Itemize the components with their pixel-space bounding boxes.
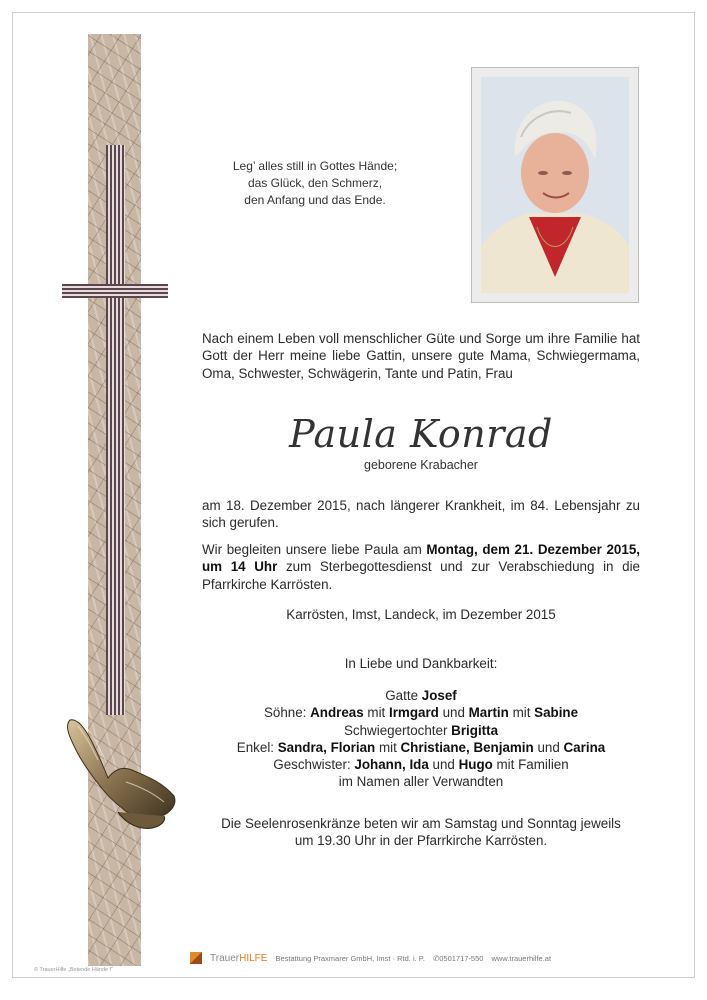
- family-line-spouse: [202, 687, 640, 704]
- portrait-illustration: [481, 77, 629, 293]
- footer-phone: ✆0501717-550: [432, 953, 484, 963]
- relation-label: Gatte: [385, 688, 422, 703]
- deceased-name: Paula Konrad: [289, 412, 553, 456]
- family-member: Hugo: [458, 757, 493, 773]
- family-member: Johann, Ida: [354, 757, 429, 773]
- family-member: Brigitta: [451, 722, 499, 738]
- family-member: Sandra, Florian: [277, 739, 376, 755]
- portrait-frame: [471, 67, 639, 303]
- connector: mit: [508, 705, 535, 721]
- relation-label: Söhne:: [263, 705, 311, 721]
- connector: und: [533, 739, 564, 755]
- family-member: Josef: [421, 688, 457, 703]
- service-paragraph: [202, 541, 640, 593]
- rosary-notice: [202, 815, 640, 850]
- copyright-note: © TrauerHilfe „Betende Hände I“: [34, 967, 113, 973]
- family-line-relatives: im Namen aller Verwandten: [338, 774, 504, 790]
- cross-vertical-stripes: [106, 145, 125, 715]
- death-paragraph: am 18. Dezember 2015, nach längerer Krankheit, im 84. Lebensjahr zu sich gerufen.: [202, 498, 640, 531]
- connector: mit: [363, 705, 389, 721]
- footer-web: www.trauerhilfe.at: [491, 953, 552, 963]
- intro-paragraph: Nach einem Leben voll menschlicher Güte und Sorge um ihre Familie hat Gott der Herr meine liebe Gattin, unsere gute Mama, Schwiegermama, Oma, Schwester, Schwägerin, Tante und Patin, Frau: [202, 331, 640, 381]
- family-member: Christiane, Benjamin: [400, 739, 534, 755]
- place-date: Karrösten, Imst, Landeck, im Dezember 2015: [286, 607, 556, 622]
- memorial-quote: [200, 158, 430, 209]
- family-member: Andreas: [310, 705, 364, 721]
- service-date: Montag, dem 21. Dezember 2015, um 14 Uhr: [202, 542, 640, 575]
- footer: [190, 951, 551, 965]
- connector: und: [428, 757, 459, 773]
- family-line-daughter-in-law: [202, 722, 640, 739]
- family-member: Martin: [468, 705, 509, 721]
- service-text: Wir begleiten unsere liebe Paula am: [202, 542, 427, 557]
- rosary-line: um 19.30 Uhr in der Pfarrkirche Karrösten.: [294, 833, 548, 849]
- family-line-siblings: [202, 756, 640, 773]
- footer-logo: [210, 953, 267, 964]
- gratitude-line: In Liebe und Dankbarkeit:: [344, 656, 498, 671]
- family-list: [202, 687, 640, 791]
- quote-line: Leg’ alles still in Gottes Hände;: [232, 159, 398, 173]
- family-member: Carina: [563, 739, 606, 755]
- trauerhilfe-logo-icon: [190, 952, 202, 964]
- portrait-photo: [481, 77, 629, 293]
- family-line-sons: [202, 704, 640, 721]
- relation-label: Geschwister:: [273, 757, 355, 773]
- connector: mit: [375, 739, 401, 755]
- quote-line: den Anfang und das Ende.: [244, 193, 386, 207]
- maiden-name: geborene Krabacher: [364, 458, 478, 472]
- cross-horizontal-bar: [62, 284, 168, 298]
- family-line-grandchildren: [202, 739, 640, 756]
- rosary-line: Die Seelenrosenkränze beten wir am Samstag und Sonntag jeweils: [221, 816, 621, 831]
- footer-company: Bestattung Praxmarer GmbH, Imst · Rtd. i. P.: [275, 953, 425, 963]
- relation-label: Schwiegertochter: [343, 722, 452, 738]
- service-text: zum Sterbegottesdienst und zur Verabschiedung in die Pfarrkirche Karrösten.: [202, 559, 640, 592]
- family-member: Sabine: [534, 705, 579, 721]
- quote-line: das Glück, den Schmerz,: [247, 176, 383, 190]
- logo-text-highlight: HILFE: [239, 952, 268, 964]
- relation-label: Enkel:: [236, 739, 278, 755]
- praying-hands-icon: [56, 716, 180, 834]
- connector: und: [438, 705, 469, 721]
- connector: mit Familien: [492, 757, 569, 773]
- logo-text: Trauer: [210, 952, 240, 964]
- family-member: Irmgard: [389, 705, 439, 721]
